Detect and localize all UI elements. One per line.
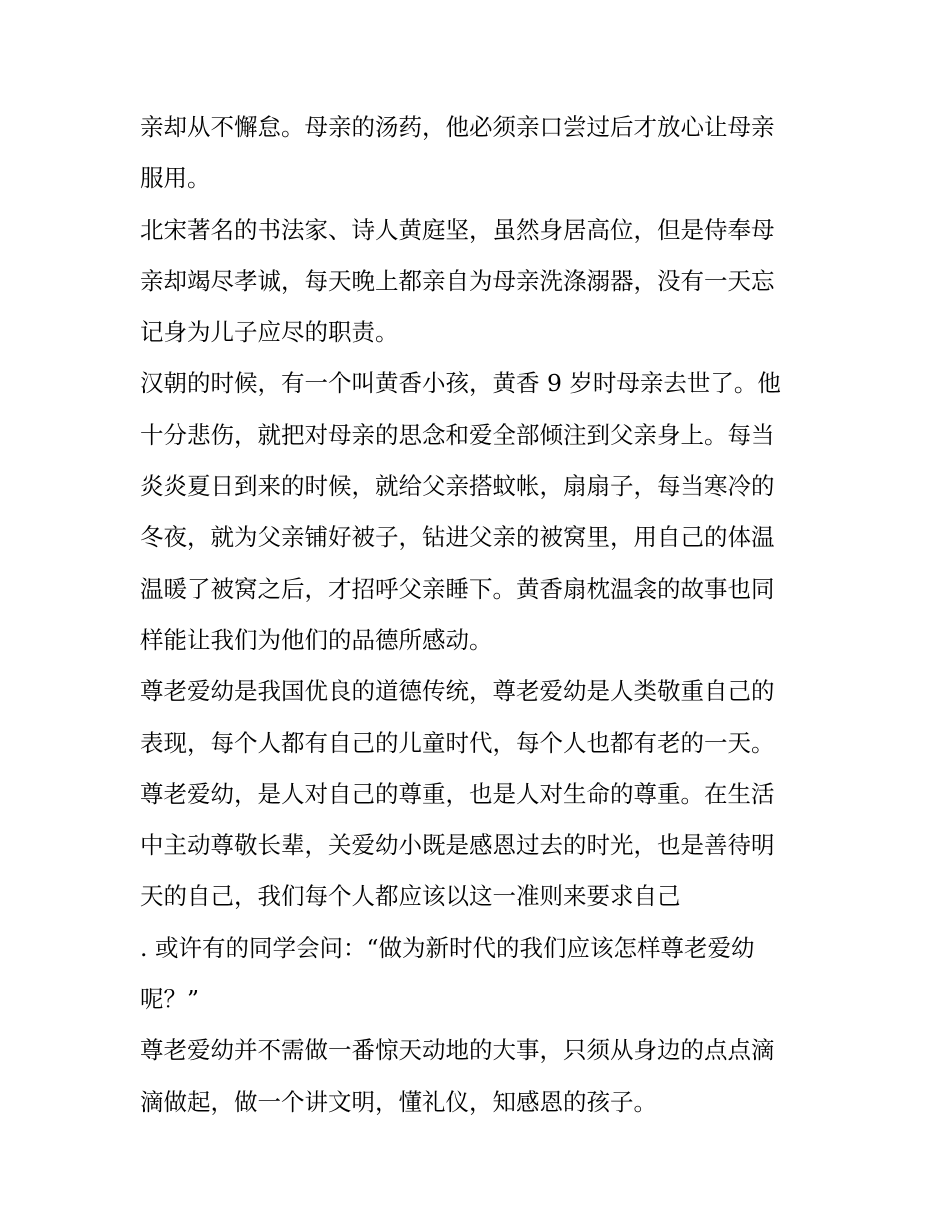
text-line: 呢？” bbox=[140, 985, 200, 1014]
text-line: 温暖了被窝之后，才招呼父亲睡下。黄香扇枕温衾的故事也同 bbox=[140, 574, 775, 603]
text-line: 尊老爱幼，是人对自己的尊重，也是人对生命的尊重。在生活 bbox=[140, 779, 775, 808]
text-line: 中主动尊敬长辈，关爱幼小既是感恩过去的时光，也是善待明 bbox=[140, 831, 775, 860]
text-line: 冬夜，就为父亲铺好被子，钻进父亲的被窝里，用自己的体温 bbox=[140, 523, 775, 552]
text-line: 表现，每个人都有自己的儿童时代，每个人也都有老的一天。 bbox=[140, 728, 775, 757]
text-line: 炎炎夏日到来的时候，就给父亲搭蚊帐，扇扇子，每当寒冷的 bbox=[140, 472, 775, 501]
text-line: 天的自己，我们每个人都应该以这一准则来要求自己 bbox=[140, 882, 681, 911]
text-line: 亲却从不懈怠。母亲的汤药，他必须亲口尝过后才放心让母亲 bbox=[140, 113, 775, 141]
text-line: 十分悲伤，就把对母亲的思念和爱全部倾注到父亲身上。每当 bbox=[140, 420, 775, 449]
text-line: 汉朝的时候，有一个叫黄香小孩，黄香 9 岁时母亲去世了。他 bbox=[140, 369, 781, 398]
text-line: . 或许有的同学会问：“做为新时代的我们应该怎样尊老爱幼 bbox=[140, 933, 755, 962]
text-line: 北宋著名的书法家、诗人黄庭坚，虽然身居高位，但是侍奉母 bbox=[140, 215, 775, 244]
text-line: 尊老爱幼是我国优良的道德传统，尊老爱幼是人类敬重自己的 bbox=[140, 677, 775, 706]
document-body bbox=[140, 104, 820, 1130]
text-line: 服用。 bbox=[140, 164, 211, 193]
text-line: 尊老爱幼并不需做一番惊天动地的大事，只须从身边的点点滴 bbox=[140, 1036, 775, 1065]
text-line: 记身为儿子应尽的职责。 bbox=[140, 318, 399, 347]
text-line: 滴做起，做一个讲文明，懂礼仪，知感恩的孩子。 bbox=[140, 1087, 657, 1116]
text-line: 样能让我们为他们的品德所感动。 bbox=[140, 625, 493, 654]
text-line: 亲却竭尽孝诚，每天晚上都亲自为母亲洗涤溺器，没有一天忘 bbox=[140, 266, 775, 295]
